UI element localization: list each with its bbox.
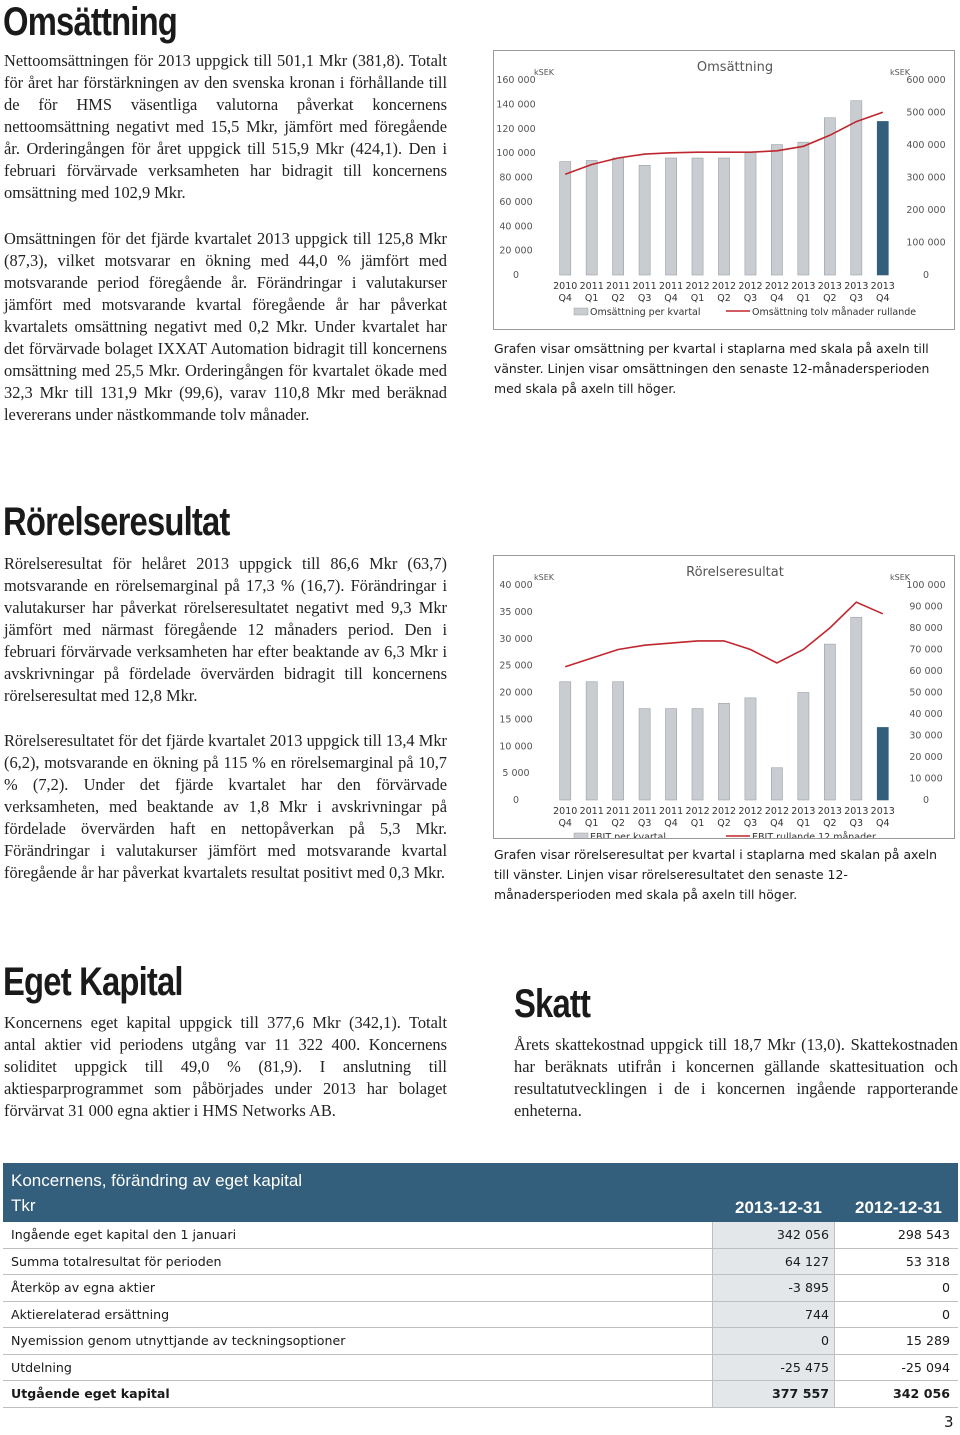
bar (718, 703, 729, 800)
y-tick-right: 80 000 (909, 623, 943, 634)
chart-omsattning (493, 50, 955, 330)
chart-title: Rörelseresultat (686, 565, 784, 580)
bar (877, 121, 888, 275)
x-tick-quarter: Q1 (796, 818, 811, 829)
y-tick-left: 40 000 (499, 221, 533, 233)
equity-table (3, 1163, 958, 1408)
x-tick-year: 2012 (711, 806, 737, 817)
axis-unit-left: kSEK (534, 573, 555, 582)
x-tick-year: 2012 (764, 281, 790, 292)
heading-eget-kapital: Eget Kapital (3, 960, 183, 1004)
x-tick-quarter: Q1 (690, 293, 705, 304)
bar (666, 709, 677, 800)
bar (771, 145, 782, 275)
eget-kapital-paragraph: Koncernens eget kapital uppgick till 377,6 Mkr (342,1). Totalt antal aktier vid periodens utgång var 11 322 400. Koncernens soliditet uppgick till 49,0 % (81,9). I anslutning till aktiesparprogrammet som påbörjades under 2013 har bolaget förvärvat 31 000 egna aktier i HMS Networks AB. (4, 1013, 447, 1120)
y-tick-right: 30 000 (909, 730, 943, 742)
legend-swatch-bars (574, 833, 588, 838)
row-label: Nyemission genom utnyttjande av teckningsoptioner (11, 1333, 346, 1349)
x-tick-quarter: Q4 (770, 293, 784, 304)
rorelseresultat-paragraph-2: Rörelseresultatet för det fjärde kvartalet 2013 uppgick till 13,4 Mkr (6,2), motsvarande en ökning på 115 % en rörelsemarginal på 10,7 % (7,2). Under det fjärde kvartalet har den förvärvade verksamheten, med beaktande av 1,8 Mkr i avskrivningar på fördelade övervärden haft en nettopåverkan på 5,3 Mkr. Förändringar i valutakurser jämfört med motsvarande kvartal föregående år har påverkat kvartalets resultat positivt med 0,3 Mkr. (4, 731, 447, 882)
bar (560, 162, 571, 275)
row-value-2013: 0 (712, 1328, 834, 1354)
row-value-2012: 298 543 (834, 1222, 958, 1248)
axis-unit-right: kSEK (890, 573, 911, 582)
y-tick-left: 20 000 (499, 687, 533, 699)
row-label: Återköp av egna aktier (11, 1280, 156, 1296)
x-tick-year: 2012 (738, 281, 763, 292)
x-tick-year: 2012 (685, 806, 710, 817)
bar (798, 693, 809, 801)
omsattning-paragraph-1: Nettoomsättningen för 2013 uppgick till 501,1 Mkr (381,8). Totalt för året har förstärkningen av den svenska kronan i förhållande till de för HMS väsentliga valutorna påverkat koncernens nettoomsättning negativt med 15,5 Mkr, jämfört med föregående år. Orderingången för året uppgick till 515,9 Mkr (424,1). Den i februari förvärvade verksamheten har bidragit till koncernens omsättning med 102,9 Mkr. (4, 51, 447, 202)
x-tick-quarter: Q4 (876, 293, 890, 304)
x-tick-quarter: Q1 (690, 818, 705, 829)
x-tick-quarter: Q4 (664, 293, 678, 304)
y-tick-left: 10 000 (499, 741, 533, 753)
y-tick-left: 30 000 (499, 633, 533, 645)
row-value-2012: 0 (834, 1302, 958, 1328)
x-tick-quarter: Q3 (849, 293, 864, 304)
x-tick-year: 2011 (579, 281, 604, 292)
bar (666, 158, 677, 275)
y-tick-left: 80 000 (499, 172, 533, 184)
x-tick-year: 2010 (553, 281, 578, 292)
bar (851, 101, 862, 275)
bar (877, 727, 888, 800)
x-tick-quarter: Q3 (637, 818, 652, 829)
y-tick-right: 60 000 (909, 666, 943, 677)
bar (613, 682, 624, 800)
y-tick-left: 140 000 (496, 99, 536, 111)
y-tick-right: 100 000 (906, 237, 946, 249)
rorelseresultat-paragraph-1: Rörelseresultat för helåret 2013 uppgick till 86,6 Mkr (63,7) motsvarande en rörelsemarginal på 17,3 % (16,7). Förändringar i valutakurser har påverkat rörelseresultatet negativt med 9,3 Mkr jämfört med närmast föregående 12 månaders period. Den i februari förvärvade verksamheten har efter beaktande av 6,3 Mkr i avskrivningar på fördelade övervärden bidragit till koncernens rörelseresultat med 12,8 Mkr. (4, 554, 447, 705)
y-tick-left: 60 000 (499, 196, 533, 208)
equity-table-header (3, 1163, 958, 1222)
skatt-paragraph: Årets skattekostnad uppgick till 18,7 Mkr (13,0). Skattekostnaden har beräknats utifrån i koncernen gällande skattesituation och resultatutvecklingen i de i koncernen ingående rapporterande enheterna. (514, 1035, 958, 1120)
x-tick-year: 2011 (658, 281, 684, 292)
row-label: Utgående eget kapital (11, 1386, 170, 1402)
x-tick-year: 2013 (870, 281, 895, 292)
x-tick-year: 2013 (791, 806, 816, 817)
bar (692, 709, 703, 800)
legend-label-bars: EBIT per kvartal (590, 832, 666, 838)
x-tick-year: 2013 (817, 806, 842, 817)
y-tick-right: 20 000 (909, 752, 943, 763)
x-tick-quarter: Q2 (717, 818, 731, 829)
bar (771, 768, 782, 800)
bar (718, 158, 729, 275)
omsattning-paragraph-2: Omsättningen för det fjärde kvartalet 2013 uppgick till 125,8 Mkr (87,3), vilket motsvarar en ökning med 44,0 % jämfört med motsvarande period föregående år. Förändringar i valutakurser jämfört med motsvarande kvartal föregående år har påverkat kvartalets omsättning negativt med 0,2 Mkr. Under kvartalet har det förvärvade bolaget IXXAT Automation bidragit till koncernens omsättning med 25,5 Mkr. Orderingången för kvartalet ökade med 32,3 Mkr till 131,9 Mkr (99,6), varav 110,8 Mkr med beräknad levererans under nästkommande tolv månader. (4, 229, 447, 424)
y-tick-right: 40 000 (909, 709, 943, 720)
x-tick-quarter: Q3 (637, 293, 652, 304)
table-row-total (3, 1381, 958, 1408)
legend-label-line: EBIT rullande 12 månader (752, 832, 876, 838)
y-tick-left: 35 000 (499, 606, 533, 618)
bar (851, 617, 862, 800)
x-tick-quarter: Q2 (717, 293, 731, 304)
heading-omsattning: Omsättning (3, 0, 178, 44)
y-tick-right: 600 000 (906, 75, 946, 86)
x-tick-year: 2013 (817, 281, 842, 292)
y-tick-right: 50 000 (909, 687, 943, 699)
x-tick-year: 2011 (579, 806, 604, 817)
x-tick-quarter: Q2 (611, 818, 625, 829)
y-tick-left: 120 000 (496, 123, 536, 135)
row-label: Utdelning (11, 1359, 72, 1375)
bar (824, 118, 835, 275)
bar (798, 142, 809, 275)
y-tick-left: 40 000 (499, 580, 533, 591)
row-value-2012: 342 056 (834, 1381, 958, 1407)
table-row (3, 1328, 958, 1355)
chart-omsattning-caption: Grafen visar omsättning per kvartal i staplarna med skala på axeln till vänster. Linjen visar omsättningen den senaste 12-månadersperioden med skala på axeln till höger. (494, 341, 930, 396)
x-tick-quarter: Q1 (584, 293, 599, 304)
equity-table-body (3, 1222, 958, 1408)
y-tick-right: 400 000 (906, 140, 946, 151)
x-tick-quarter: Q3 (849, 818, 864, 829)
row-value-2013: -25 475 (712, 1355, 834, 1381)
x-tick-year: 2012 (738, 806, 763, 817)
x-tick-year: 2012 (711, 281, 737, 292)
bar (639, 709, 650, 800)
bar (586, 682, 597, 800)
row-value-2013: 64 127 (712, 1249, 834, 1275)
x-tick-quarter: Q2 (823, 818, 837, 829)
bar (586, 160, 597, 275)
x-tick-quarter: Q4 (770, 818, 784, 829)
legend-swatch-bars (574, 308, 588, 315)
legend-label-bars: Omsättning per kvartal (590, 307, 701, 318)
x-tick-year: 2013 (870, 806, 895, 817)
x-tick-year: 2013 (844, 281, 869, 292)
x-tick-quarter: Q4 (876, 818, 890, 829)
x-tick-year: 2011 (606, 806, 631, 817)
row-value-2013: 744 (712, 1302, 834, 1328)
x-tick-year: 2011 (606, 281, 631, 292)
y-tick-right: 0 (922, 795, 930, 806)
y-tick-left: 20 000 (499, 245, 533, 257)
x-tick-year: 2012 (685, 281, 710, 292)
row-value-2012: 0 (834, 1275, 958, 1301)
row-label: Summa totalresultat för perioden (11, 1253, 222, 1269)
bar (824, 644, 835, 800)
x-tick-quarter: Q4 (558, 818, 572, 829)
y-tick-right: 90 000 (909, 601, 943, 613)
y-tick-left: 15 000 (499, 714, 533, 726)
y-tick-left: 0 (512, 795, 520, 806)
x-tick-quarter: Q1 (796, 293, 811, 304)
table-row (3, 1355, 958, 1382)
chart-rorelseresultat (493, 555, 955, 839)
chart-rorelseresultat-caption: Grafen visar rörelseresultat per kvartal i staplarna med skalan på axeln till vänster. Linjen visar rörelseresultatet den senaste 12-månadersperioden med skala på axeln till höger. (494, 847, 937, 902)
x-tick-year: 2011 (632, 281, 657, 292)
bar (613, 158, 624, 275)
row-value-2013: -3 895 (712, 1275, 834, 1301)
x-tick-year: 2011 (658, 806, 684, 817)
row-label: Ingående eget kapital den 1 januari (11, 1227, 237, 1243)
row-value-2012: -25 094 (834, 1355, 958, 1381)
y-tick-left: 160 000 (496, 75, 536, 86)
row-value-2013: 342 056 (712, 1222, 834, 1248)
x-tick-year: 2012 (764, 806, 790, 817)
x-tick-quarter: Q2 (611, 293, 625, 304)
equity-table-title: Koncernens, förändring av eget kapital (11, 1171, 303, 1190)
y-tick-right: 100 000 (906, 580, 946, 591)
chart-omsattning-svg (494, 51, 954, 329)
x-tick-quarter: Q4 (664, 818, 678, 829)
equity-table-col-2013: 2013-12-31 (735, 1198, 822, 1217)
table-row (3, 1249, 958, 1276)
bar (560, 682, 571, 800)
equity-table-unit: Tkr (11, 1196, 36, 1215)
table-row (3, 1302, 958, 1329)
x-tick-quarter: Q1 (584, 818, 599, 829)
table-row (3, 1222, 958, 1249)
y-tick-right: 10 000 (909, 773, 943, 785)
y-tick-right: 70 000 (909, 644, 943, 656)
heading-rorelseresultat: Rörelseresultat (3, 500, 230, 544)
chart-rorelseresultat-svg (494, 556, 954, 838)
bar (745, 152, 756, 275)
y-tick-right: 0 (922, 270, 930, 281)
x-tick-quarter: Q4 (558, 293, 572, 304)
y-tick-left: 100 000 (496, 148, 536, 160)
y-tick-right: 500 000 (906, 107, 946, 119)
y-tick-right: 300 000 (906, 172, 946, 184)
equity-table-col-2012: 2012-12-31 (855, 1198, 942, 1217)
x-tick-quarter: Q3 (743, 818, 758, 829)
legend-label-line: Omsättning tolv månader rullande (752, 307, 917, 318)
axis-unit-left: kSEK (534, 68, 555, 77)
row-value-2012: 15 289 (834, 1328, 958, 1354)
y-tick-right: 200 000 (906, 205, 946, 216)
bar (745, 698, 756, 800)
page-number: 3 (944, 1413, 954, 1431)
axis-unit-right: kSEK (890, 68, 911, 77)
x-tick-year: 2013 (844, 806, 869, 817)
row-value-2013: 377 557 (712, 1381, 834, 1407)
x-tick-year: 2011 (632, 806, 657, 817)
table-row (3, 1275, 958, 1302)
x-tick-year: 2013 (791, 281, 816, 292)
x-tick-quarter: Q2 (823, 293, 837, 304)
x-tick-year: 2010 (553, 806, 578, 817)
bar (692, 158, 703, 275)
row-value-2012: 53 318 (834, 1249, 958, 1275)
bar (639, 165, 650, 275)
y-tick-left: 5 000 (502, 768, 530, 780)
heading-skatt: Skatt (514, 982, 591, 1026)
row-label: Aktierelaterad ersättning (11, 1306, 170, 1322)
y-tick-left: 0 (512, 270, 520, 281)
y-tick-left: 25 000 (499, 660, 533, 672)
x-tick-quarter: Q3 (743, 293, 758, 304)
chart-title: Omsättning (696, 60, 774, 75)
